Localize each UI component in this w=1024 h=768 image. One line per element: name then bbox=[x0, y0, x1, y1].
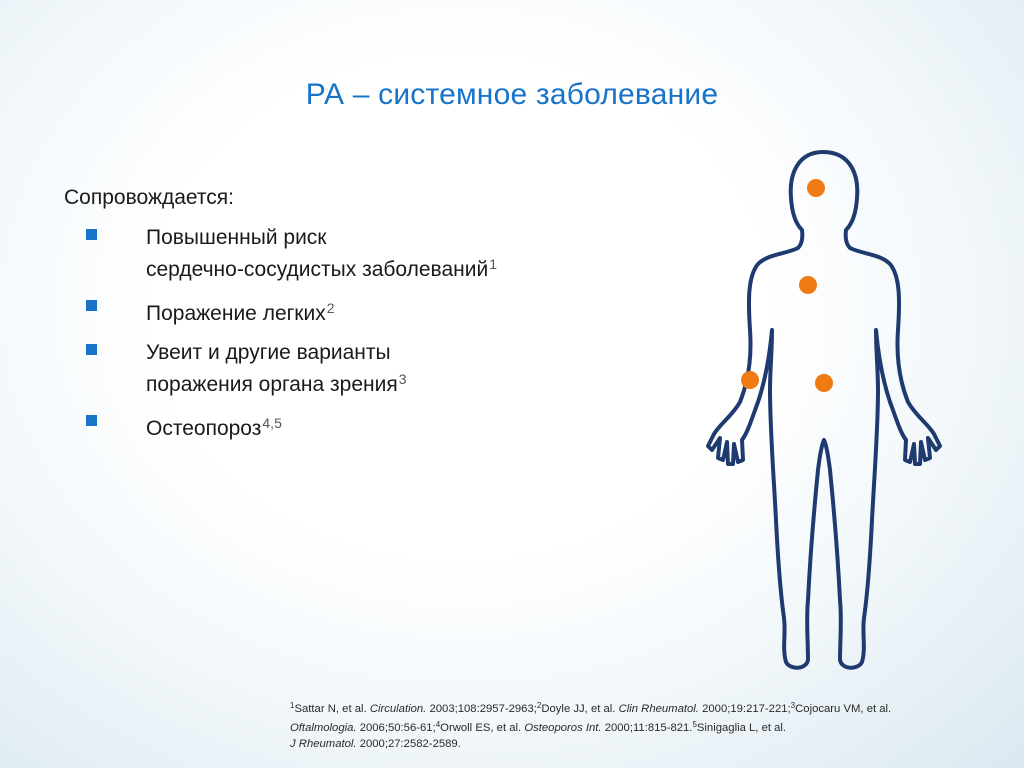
body-outline-icon bbox=[690, 140, 960, 680]
footnote-ref: 3 bbox=[398, 371, 407, 387]
bullet-line: Поражение легких bbox=[146, 302, 326, 325]
bullet-item bbox=[116, 410, 636, 442]
bullet-line: поражения органа зрения bbox=[146, 373, 398, 396]
bullet-list bbox=[116, 224, 636, 454]
bullet-line: Остеопороз bbox=[146, 417, 262, 440]
square-bullet-icon bbox=[86, 300, 97, 311]
footnote-ref: 2 bbox=[326, 300, 335, 316]
intro-text: Сопровождается: bbox=[64, 186, 234, 209]
references bbox=[290, 698, 1000, 752]
square-bullet-icon bbox=[86, 229, 97, 240]
bullet-item bbox=[116, 295, 636, 327]
bullet-line: Повышенный риск bbox=[146, 226, 327, 249]
reference-line: Oftalmologia. 2006;50:56-61;$^4$Orwoll ES, et al. Osteoporos Int. 2000;11:815-821.$^5$Sinigaglia L, et al. bbox=[290, 720, 787, 734]
hip-dot-icon bbox=[815, 374, 833, 392]
reference-line: J Rheumatol. 2000;27:2582-2589. bbox=[290, 738, 461, 750]
square-bullet-icon bbox=[86, 344, 97, 355]
bullet-line: Увеит и другие варианты bbox=[146, 341, 391, 364]
footnote-ref: 4,5 bbox=[262, 415, 282, 431]
affected-areas bbox=[741, 179, 833, 392]
chest-dot-icon bbox=[799, 276, 817, 294]
human-body-figure bbox=[690, 140, 960, 680]
slide-title: РА – системное заболевание bbox=[305, 78, 719, 111]
footnote-ref: 1 bbox=[489, 256, 498, 272]
reference-line: $^1$Sattar N, et al. Circulation. 2003;108:2957-2963;$^2$Doyle JJ, et al. Clin Rheumatol. 2000;19:217-221;$^3$Cojocaru VM, et al. bbox=[290, 701, 892, 715]
bullet-line: сердечно-сосудистых заболеваний bbox=[146, 258, 489, 281]
square-bullet-icon bbox=[86, 415, 97, 426]
elbow-dot-icon bbox=[741, 371, 759, 389]
head-dot-icon bbox=[807, 179, 825, 197]
bullet-item bbox=[116, 224, 636, 283]
bullet-item bbox=[116, 339, 636, 398]
